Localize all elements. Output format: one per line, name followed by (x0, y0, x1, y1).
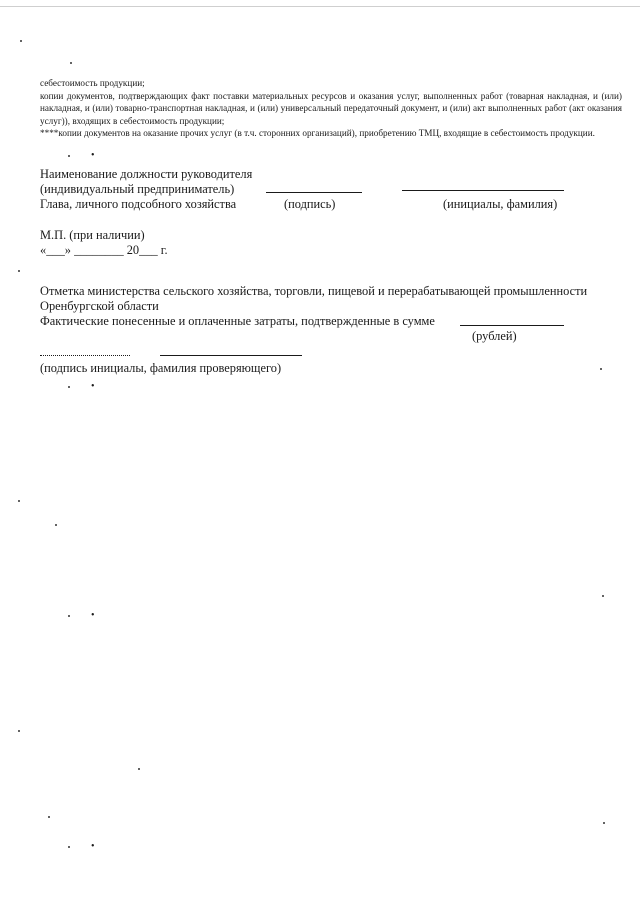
checker-caption: (подпись инициалы, фамилия проверяющего) (40, 361, 282, 375)
bullet-mark: • (91, 610, 95, 621)
scan-speck (20, 40, 22, 42)
ministry-mark-line-2: Оренбургской области (40, 299, 159, 313)
scan-speck (68, 155, 70, 157)
initials-blank-line (402, 190, 564, 191)
footnotes-block (40, 77, 622, 140)
date-line: «___» ________ 20___ г. (40, 243, 168, 257)
footnote-line-3: ****копии документов на оказание прочих услуг (в т.ч. сторонних организаций), приобретению ТМЦ, входящие в себестоимость продукции. (40, 128, 595, 139)
confirmed-costs-line: Фактические понесенные и оплаченные затраты, подтвержденные в сумме (40, 314, 435, 328)
position-title-line-3: Глава, личного подсобного хозяйства (40, 197, 237, 211)
initials-caption: (инициалы, фамилия) (443, 197, 558, 211)
stamp-label: М.П. (при наличии) (40, 228, 145, 242)
scan-speck (48, 816, 50, 818)
signature-blank-line (266, 192, 362, 193)
scan-edge-line (0, 6, 640, 7)
bullet-mark: • (91, 150, 95, 161)
scan-speck (18, 500, 20, 502)
footnote-line-2: копии документов, подтверждающих факт поставки материальных ресурсов и оказания услуг, выполненных работ (товарная накладная, и (или) накладная, и (или) товарно-транспортная накладная, и (или) универсальный передаточный документ, и (или) акт выполненных работ (акт оказания услуг)), входящих в себестоимость продукции; (40, 90, 622, 126)
scan-speck (138, 768, 140, 770)
ministry-mark-line-1: Отметка министерства сельского хозяйства, торговли, пищевой и перерабатывающей промышленности (40, 284, 588, 298)
scan-speck (70, 62, 72, 64)
scan-speck (68, 846, 70, 848)
scan-speck (603, 822, 605, 824)
scan-speck (68, 386, 70, 388)
signature-caption: (подпись) (284, 197, 336, 211)
scan-speck (600, 368, 602, 370)
bullet-mark: • (91, 841, 95, 852)
amount-blank-line (460, 325, 564, 326)
scan-speck (18, 270, 20, 272)
position-title-line-2: (индивидуальный предприниматель) (40, 182, 235, 196)
scan-speck (18, 730, 20, 732)
position-title-line-1: Наименование должности руководителя (40, 167, 253, 181)
scan-speck (55, 524, 57, 526)
bullet-mark: • (91, 381, 95, 392)
checker-signature-blank (40, 355, 130, 356)
checker-initials-blank (160, 355, 302, 356)
scan-speck (602, 595, 604, 597)
rubles-caption: (рублей) (472, 329, 517, 343)
footnote-line-1: себестоимость продукции; (40, 78, 145, 88)
scan-speck (68, 615, 70, 617)
